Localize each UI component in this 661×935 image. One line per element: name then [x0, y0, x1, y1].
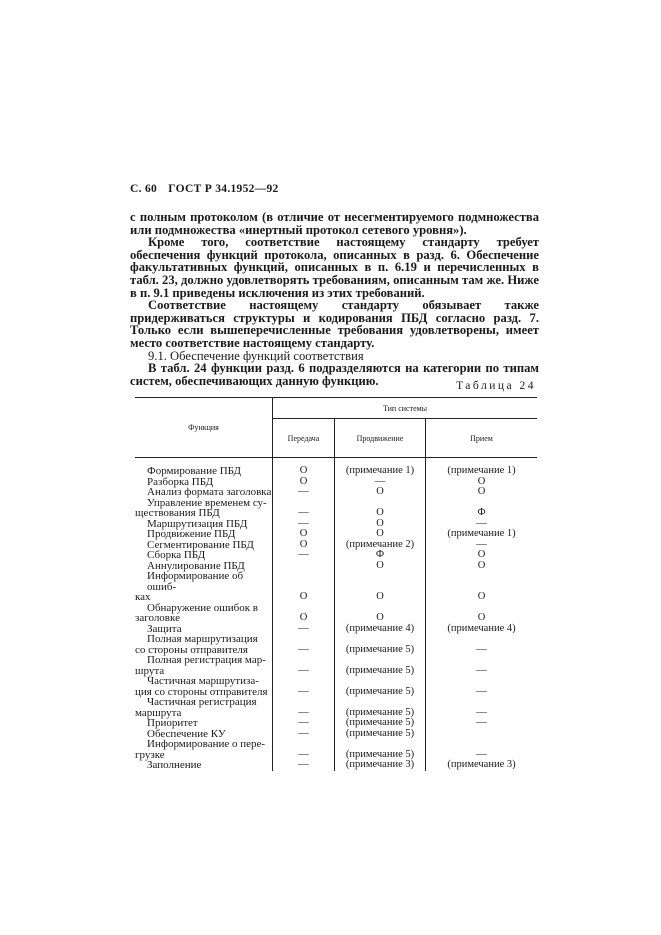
- header-system-type: Тип системы: [273, 398, 538, 419]
- receive-cell: Ф: [477, 507, 486, 518]
- function-name: Обнаружение ошибок в: [147, 601, 259, 614]
- paragraph: Соответствие настоящему стандарту обязывает также придерживаться структуры и кодирования ПБД согласно разд. 7. Только если вышеперечисленные требования удовлетворены, имеет место соответствие настоящему стандарту.: [130, 298, 539, 350]
- forward-cell: О: [335, 487, 426, 498]
- page-header: [130, 183, 287, 195]
- transmit-cell: —: [273, 634, 335, 655]
- header-receive: Прием: [470, 433, 493, 443]
- function-name: Управление временем су-: [147, 496, 267, 509]
- transmit-cell: —: [273, 676, 335, 697]
- table-row: [135, 697, 537, 718]
- transmit-cell: —: [273, 550, 335, 561]
- function-cell: [135, 676, 273, 697]
- function-name: Полная маршрутизация: [147, 633, 258, 645]
- function-cell: [135, 697, 273, 718]
- forward-cell: (примечание 5): [335, 655, 426, 676]
- function-name: Обеспечение КУ: [147, 727, 226, 740]
- table-row: [135, 529, 537, 540]
- forward-cell: О: [335, 498, 426, 519]
- transmit-cell: —: [273, 655, 335, 676]
- function-name: Полная регистрация мар-: [147, 654, 266, 666]
- function-name: Приоритет: [147, 717, 198, 729]
- paragraph: Кроме того, соответствие настоящему стандарту требует обеспечения функций протокола, описанных в разд. 6. Обеспечение факультативных функций, описанных в п. 6.19 и перечисленных в табл. 23, должно удовлетворять требованиям, описанным там же. Ниже в п. 9.1 приведены исключения из этих требований.: [130, 235, 539, 300]
- function-name-cont: шрута: [135, 664, 165, 677]
- receive-cell: О: [477, 549, 486, 560]
- function-cell: [135, 487, 273, 498]
- receive-cell: —: [476, 706, 487, 718]
- transmit-cell: О: [273, 477, 335, 488]
- header-forward: Продвижение: [335, 419, 426, 458]
- table-caption: Таблица 24: [456, 380, 536, 392]
- transmit-cell: —: [273, 697, 335, 718]
- receive-cell: —: [476, 643, 487, 655]
- function-cell: [135, 739, 273, 760]
- function-cell: [135, 655, 273, 676]
- function-name-cont: маршрута: [135, 706, 182, 719]
- table-row: [135, 634, 537, 655]
- receive-cell: О: [477, 591, 486, 602]
- receive-cell: (примечание 4): [447, 622, 516, 634]
- table-row: [135, 676, 537, 697]
- forward-cell: (примечание 3): [335, 760, 426, 771]
- header-function: Функция: [135, 398, 273, 458]
- forward-cell: (примечание 4): [335, 624, 426, 635]
- receive-cell: —: [476, 538, 487, 550]
- receive-cell: —: [476, 717, 487, 728]
- function-name: Информирование об ошиб-: [147, 570, 244, 593]
- forward-cell: (примечание 2): [335, 540, 426, 551]
- function-cell: [135, 466, 273, 477]
- transmit-cell: О: [273, 571, 335, 603]
- receive-cell: О: [477, 475, 486, 487]
- table-row: [135, 498, 537, 519]
- transmit-cell: О: [273, 466, 335, 477]
- transmit-cell: —: [273, 519, 335, 530]
- transmit-cell: [273, 561, 335, 572]
- section-heading: 9.1. Обеспечение функций соответствия: [148, 348, 364, 363]
- forward-cell: Ф: [335, 550, 426, 561]
- receive-cell: —: [476, 748, 487, 760]
- function-cell: [135, 571, 273, 603]
- table-row: [135, 487, 537, 498]
- function-name: Формирование ПБД: [147, 465, 242, 477]
- function-cell: [135, 498, 273, 519]
- transmit-cell: —: [273, 739, 335, 760]
- receive-cell: (примечание 1): [447, 465, 516, 476]
- paragraph: с полным протоколом (в отличие от несегментируемого подмножества или подмножества «инертный протокол сетевого уровня»).: [130, 210, 539, 237]
- function-name: Информирование о пере-: [147, 738, 266, 750]
- function-name-cont: заголовке: [135, 612, 180, 624]
- forward-cell: О: [335, 529, 426, 540]
- table-row: [135, 655, 537, 676]
- transmit-cell: —: [273, 718, 335, 729]
- paragraph: В табл. 24 функции разд. 6 подразделяются на категории по типам систем, обеспечивающих данную функцию.: [130, 361, 539, 388]
- function-cell: [135, 603, 273, 624]
- forward-cell: (примечание 5): [335, 729, 426, 740]
- body-text: [130, 211, 539, 387]
- receive-cell: (примечание 3): [447, 759, 516, 770]
- function-name: Частичная маршрутиза-: [147, 675, 259, 687]
- function-name: Маршрутизация ПБД: [147, 517, 248, 530]
- function-cell: [135, 550, 273, 561]
- function-name: Анализ формата заголовка: [147, 486, 272, 498]
- table-row: [135, 603, 537, 624]
- function-name: Аннулирование ПБД: [147, 559, 245, 572]
- forward-cell: О: [335, 519, 426, 530]
- forward-cell: (примечание 5): [335, 634, 426, 655]
- transmit-cell: О: [273, 529, 335, 540]
- forward-cell: (примечание 5): [335, 739, 426, 760]
- forward-cell: (примечание 5): [335, 718, 426, 729]
- receive-cell: —: [476, 664, 487, 676]
- function-name: Продвижение ПБД: [147, 528, 236, 540]
- receive-cell: О: [477, 612, 486, 623]
- receive-cell: —: [476, 517, 487, 529]
- function-name-cont: со стороны отправителя: [135, 643, 248, 656]
- table-row: [135, 466, 537, 477]
- transmit-cell: О: [273, 603, 335, 624]
- function-name: Разборка ПБД: [147, 475, 214, 488]
- function-cell: [135, 718, 273, 729]
- receive-cell: —: [476, 685, 487, 697]
- table-row: [135, 550, 537, 561]
- table-row: [135, 571, 537, 603]
- function-name-cont: грузке: [135, 748, 165, 761]
- header-transmit: Передача: [287, 433, 320, 443]
- transmit-cell: —: [273, 498, 335, 519]
- forward-cell: (примечание 5): [335, 676, 426, 697]
- forward-cell: О: [335, 571, 426, 603]
- standard-id: ГОСТ Р 34.1952—92: [168, 183, 279, 195]
- function-cell: [135, 634, 273, 655]
- transmit-cell: —: [273, 487, 335, 498]
- function-name: Заполнение: [147, 759, 202, 771]
- transmit-cell: —: [273, 624, 335, 635]
- function-cell: [135, 529, 273, 540]
- transmit-cell: —: [273, 729, 335, 740]
- forward-cell: О: [335, 561, 426, 572]
- page-number: С. 60: [130, 183, 158, 195]
- forward-cell: (примечание 5): [335, 697, 426, 718]
- table-row: [135, 739, 537, 760]
- receive-cell: О: [477, 559, 486, 571]
- table-row: [135, 718, 537, 729]
- forward-cell: (примечание 1): [335, 466, 426, 477]
- function-name-cont: ках: [135, 591, 151, 603]
- receive-cell: (примечание 1): [447, 528, 516, 539]
- function-name-cont: ция со стороны отправителя: [135, 685, 268, 698]
- transmit-cell: О: [273, 540, 335, 551]
- function-cell: [135, 760, 273, 771]
- functions-table: [135, 397, 537, 771]
- function-name: Частичная регистрация: [147, 696, 257, 708]
- function-name: Сегментирование ПБД: [147, 538, 254, 551]
- receive-cell: [426, 729, 538, 740]
- forward-cell: О: [335, 603, 426, 624]
- transmit-cell: —: [273, 760, 335, 771]
- function-name: Сборка ПБД: [147, 549, 206, 561]
- function-name: Защита: [147, 622, 182, 635]
- receive-cell: О: [477, 486, 486, 497]
- function-name-cont: ществования ПБД: [135, 507, 220, 519]
- table-row: [135, 760, 537, 771]
- forward-cell: —: [335, 477, 426, 488]
